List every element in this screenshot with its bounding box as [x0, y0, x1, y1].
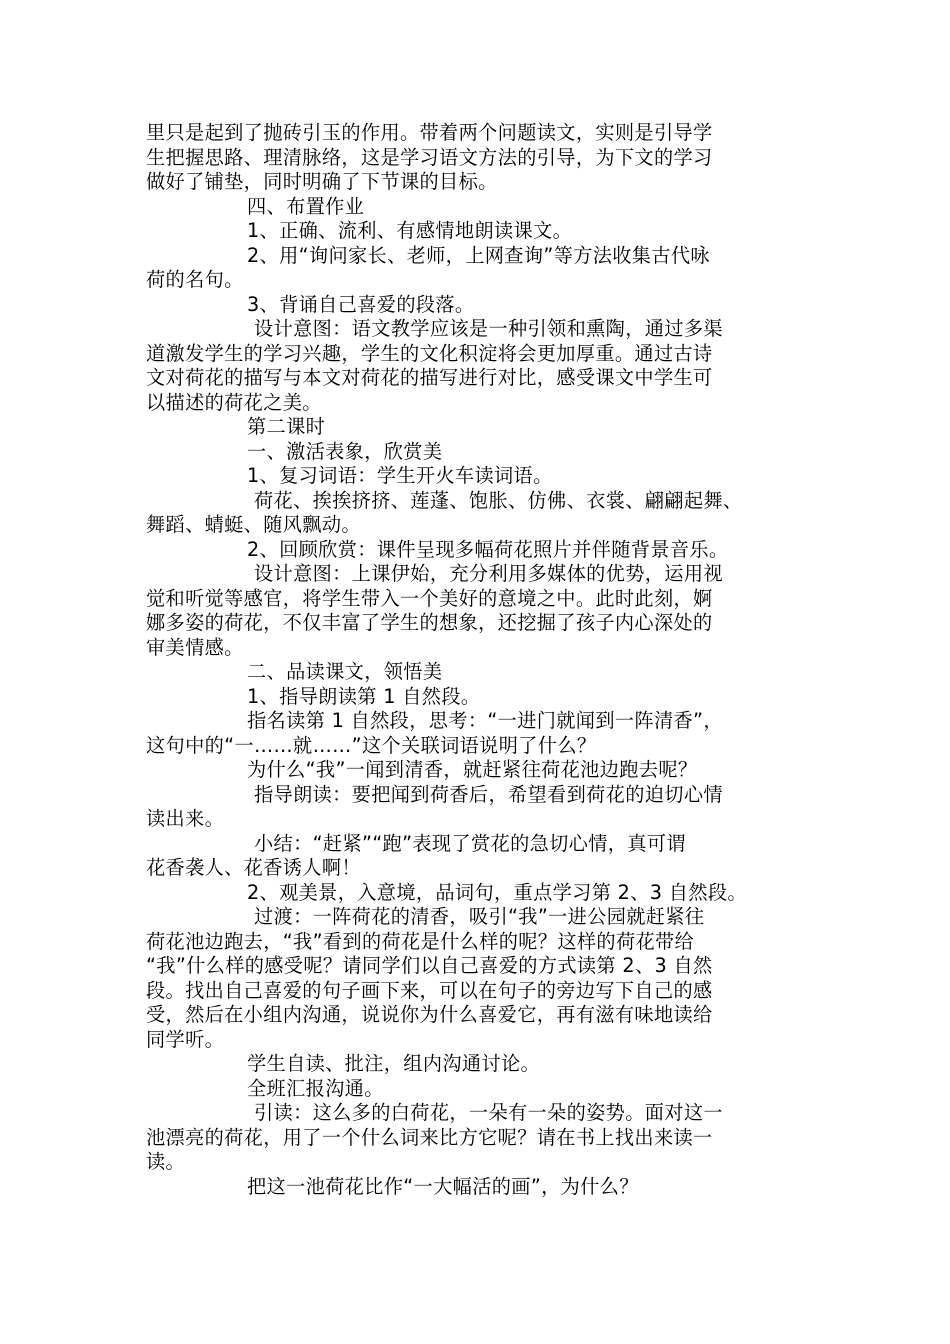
text-line: 二、品读课文，领悟美 [247, 660, 443, 683]
text-line: 小结：“赶紧”“跑”表现了赏花的急切心情，真可谓 [254, 831, 686, 855]
text-line: 设计意图：上课伊始，充分利用多媒体的优势，运用视 [254, 562, 723, 585]
text-line: 受，然后在小组内沟通，说说你为什么喜爱它，再有滋有味地读给 [146, 1003, 713, 1026]
text-line: 娜多姿的荷花，不仅丰富了学生的想象，还挖掘了孩子内心深处的 [146, 611, 713, 634]
text-line: 3、背诵自己喜爱的段落。 [247, 292, 475, 316]
text-line: 荷花、挨挨挤挤、莲蓬、饱胀、仿佛、衣裳、翩翩起舞、 [254, 488, 743, 512]
text-line: 读。 [146, 1150, 186, 1173]
text-line: 池漂亮的荷花，用了一个什么词来比方它呢？请在书上找出来读一 [146, 1125, 713, 1149]
text-line: 2、用“询问家长、老师，上网查询”等方法收集古代咏 [247, 243, 710, 267]
text-line: 一、激活表象，欣赏美 [247, 439, 443, 463]
text-line: 2、回顾欣赏：课件呈现多幅荷花照片并伴随背景音乐。 [247, 537, 729, 561]
text-line: 舞蹈、蜻蜓、随风飘动。 [146, 513, 361, 536]
text-line: 1、复习词语：学生开火车读词语。 [247, 464, 553, 487]
text-line: 为什么“我”一闻到清香，就赶紧往荷花池边跑去呢？ [247, 758, 698, 781]
text-line: 指导朗读：要把闻到荷香后，希望看到荷花的迫切心情 [254, 782, 723, 806]
text-line: “我”什么样的感受呢？请同学们以自己喜爱的方式读第 2、3 自然 [146, 954, 713, 977]
text-line: 1、正确、流利、有感情地朗读课文。 [247, 219, 573, 242]
text-line: 荷花池边跑去，“我”看到的荷花是什么样的呢？这样的荷花带给 [146, 929, 695, 953]
text-line: 审美情感。 [146, 635, 244, 659]
text-line: 指名读第 1 自然段，思考：“一进门就闻到一阵清香”， [247, 709, 723, 732]
text-line: 2、观美景，入意境，品词句，重点学习第 2、3 自然段。 [247, 880, 747, 904]
document-body [146, 121, 814, 1199]
text-line: 学生自读、批注，组内沟通讨论。 [247, 1052, 541, 1075]
text-line: 同学听。 [146, 1027, 225, 1051]
text-line: 荷的名句。 [146, 268, 244, 291]
text-line: 文对荷花的描写与本文对荷花的描写进行对比，感受课文中学生可 [146, 366, 713, 389]
text-line: 过渡：一阵荷花的清香，吸引“我”一进公园就赶紧往 [254, 905, 705, 928]
text-line: 以描述的荷花之美。 [146, 390, 322, 414]
text-line: 里只是起到了抛砖引玉的作用。带着两个问题读文，实则是引导学 [146, 121, 713, 144]
text-line: 段。找出自己喜爱的句子画下来，可以在句子的旁边写下自己的感 [146, 978, 713, 1002]
text-line: 做好了铺垫，同时明确了下节课的目标。 [146, 170, 498, 193]
text-line: 生把握思路、理清脉络，这是学习语文方法的引导，为下文的学习 [146, 145, 713, 169]
text-line: 把这一池荷花比作“一大幅活的画”，为什么？ [247, 1174, 639, 1198]
text-line: 读出来。 [146, 807, 225, 830]
text-line: 引读：这么多的白荷花，一朵有一朵的姿势。面对这一 [254, 1101, 723, 1124]
text-line: 全班汇报沟通。 [247, 1076, 384, 1100]
text-line: 花香袭人、花香诱人啊！ [146, 856, 361, 879]
text-line: 设计意图：语文教学应该是一种引领和熏陶，通过多渠 [254, 317, 723, 340]
text-line: 觉和听觉等感官，将学生带入一个美好的意境之中。此时此刻，婀 [146, 586, 713, 610]
text-line: 这句中的“一……就……”这个关联词语说明了什么？ [146, 733, 597, 757]
text-line: 1、指导朗读第 1 自然段。 [247, 684, 481, 708]
text-line: 第二课时 [247, 415, 326, 438]
text-line: 道激发学生的学习兴趣，学生的文化积淀将会更加厚重。通过古诗 [146, 341, 713, 365]
text-line: 四、布置作业 [247, 194, 365, 218]
